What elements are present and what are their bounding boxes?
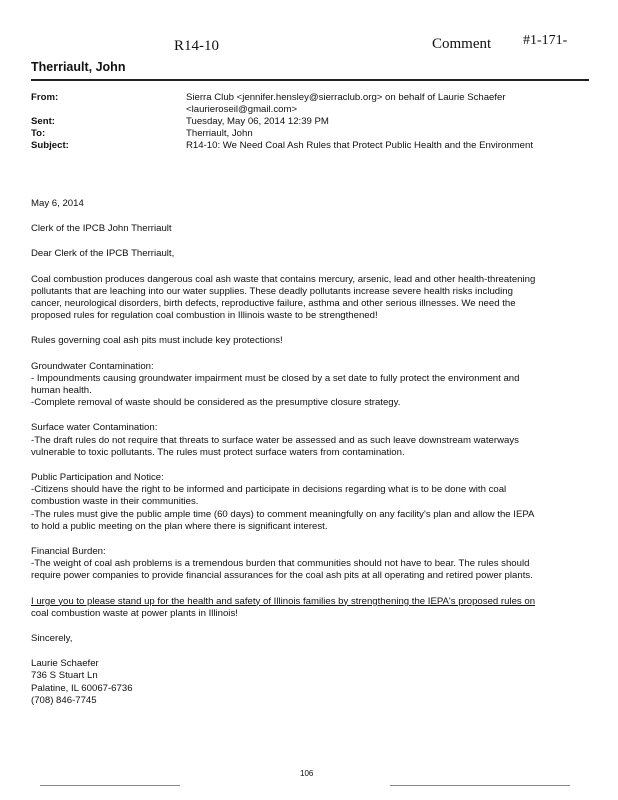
to-label: To: — [31, 128, 46, 139]
letter-salutation: Dear Clerk of the IPCB Therriault, — [31, 248, 175, 260]
signature-line: (708) 846-7745 — [31, 694, 97, 706]
section-heading: Public Participation and Notice: — [31, 472, 164, 484]
sent-value: Tuesday, May 06, 2014 12:39 PM — [186, 116, 329, 127]
section-surface-water — [31, 422, 586, 459]
from-value — [186, 92, 586, 116]
from-label: From: — [31, 92, 59, 103]
section-heading: Surface water Contamination: — [31, 422, 158, 434]
recipient-name: Therriault, John — [31, 60, 126, 74]
text-line: Coal combustion produces dangerous coal ash waste that contains mercury, arsenic, lead and other health-threatening — [31, 273, 536, 285]
signature-block — [31, 658, 586, 707]
text-line: I urge you to please stand up for the health and safety of Illinois families by strengthening the IEPA's proposed rules on — [31, 595, 536, 607]
section-heading: Groundwater Contamination: — [31, 360, 154, 372]
text-line: -The rules must give the public ample time (60 days) to comment meaningfully on any facility's plan and allow the IEPA — [31, 508, 535, 520]
section-groundwater — [31, 361, 586, 410]
text-line: human health. — [31, 385, 92, 397]
section-financial-burden — [31, 546, 586, 583]
from-row — [31, 92, 586, 116]
comment-number: #1-171- — [523, 33, 568, 48]
section-public-participation — [31, 472, 586, 533]
text-line: proposed rules for regulation coal combustion in Illinois waste to be strengthened! — [31, 310, 378, 322]
subject-row — [31, 140, 586, 152]
subject-value: R14-10: We Need Coal Ash Rules that Protect Public Health and the Environment — [186, 140, 533, 151]
footer-divider — [390, 785, 570, 786]
text-line: pollutants that are leaching into our water supplies. These deadly pollutants increase severe health risks including — [31, 285, 513, 297]
section-heading: Financial Burden: — [31, 546, 106, 558]
letter-date: May 6, 2014 — [31, 198, 84, 209]
letter-body — [31, 198, 586, 720]
text-line: cancer, neurological disorders, birth defects, reproductive failure, asthma and other serious illnesses. We need the — [31, 298, 516, 310]
comment-label: Comment — [432, 36, 492, 52]
text-line: coal combustion waste at power plants in Illinois! — [31, 607, 238, 619]
doc-id: R14-10 — [174, 38, 219, 54]
from-value-line: <laurieroseil@gmail.com> — [186, 104, 298, 115]
page-number: 106 — [300, 769, 314, 778]
text-line: -The draft rules do not require that threats to surface water be assessed and as such leave downstream waterways — [31, 434, 519, 446]
from-value-line: Sierra Club <jennifer.hensley@sierraclub.org> on behalf of Laurie Schaefer — [186, 92, 506, 103]
paragraph-intro — [31, 274, 586, 323]
text-line: -Citizens should have the right to be informed and participate in decisions regarding what is to be done with coal — [31, 484, 507, 496]
sent-label: Sent: — [31, 116, 55, 127]
header-rule — [31, 79, 589, 81]
sent-row — [31, 116, 586, 128]
email-meta — [31, 92, 586, 152]
text-line: -Complete removal of waste should be considered as the presumptive closure strategy. — [31, 397, 401, 409]
subject-label: Subject: — [31, 140, 69, 151]
signature-line: Laurie Schaefer — [31, 658, 99, 670]
text-line: to hold a public meeting on the plan where there is significant interest. — [31, 520, 328, 532]
text-line: require power companies to provide financial assurances for the coal ash pits at all operating and retired power plants. — [31, 570, 533, 582]
text-line: - Impoundments causing groundwater impairment must be closed by a set date to fully protect the environment and — [31, 372, 520, 384]
to-value: Therriault, John — [186, 128, 253, 139]
paragraph-protections: Rules governing coal ash pits must include key protections! — [31, 335, 283, 347]
footer-divider — [40, 785, 180, 786]
text-line: -The weight of coal ash problems is a tremendous burden that communities should not have to bear. The rules should — [31, 558, 530, 570]
signature-line: Palatine, IL 60067-6736 — [31, 682, 133, 694]
text-line: vulnerable to toxic pollutants. The rules must protect surface waters from contamination. — [31, 446, 405, 458]
letter-addressee: Clerk of the IPCB John Therriault — [31, 223, 172, 235]
to-row — [31, 128, 586, 140]
text-line: combustion waste in their communities. — [31, 496, 199, 508]
closing: Sincerely, — [31, 633, 73, 645]
signature-line: 736 S Stuart Ln — [31, 670, 98, 682]
paragraph-urge — [31, 596, 586, 620]
